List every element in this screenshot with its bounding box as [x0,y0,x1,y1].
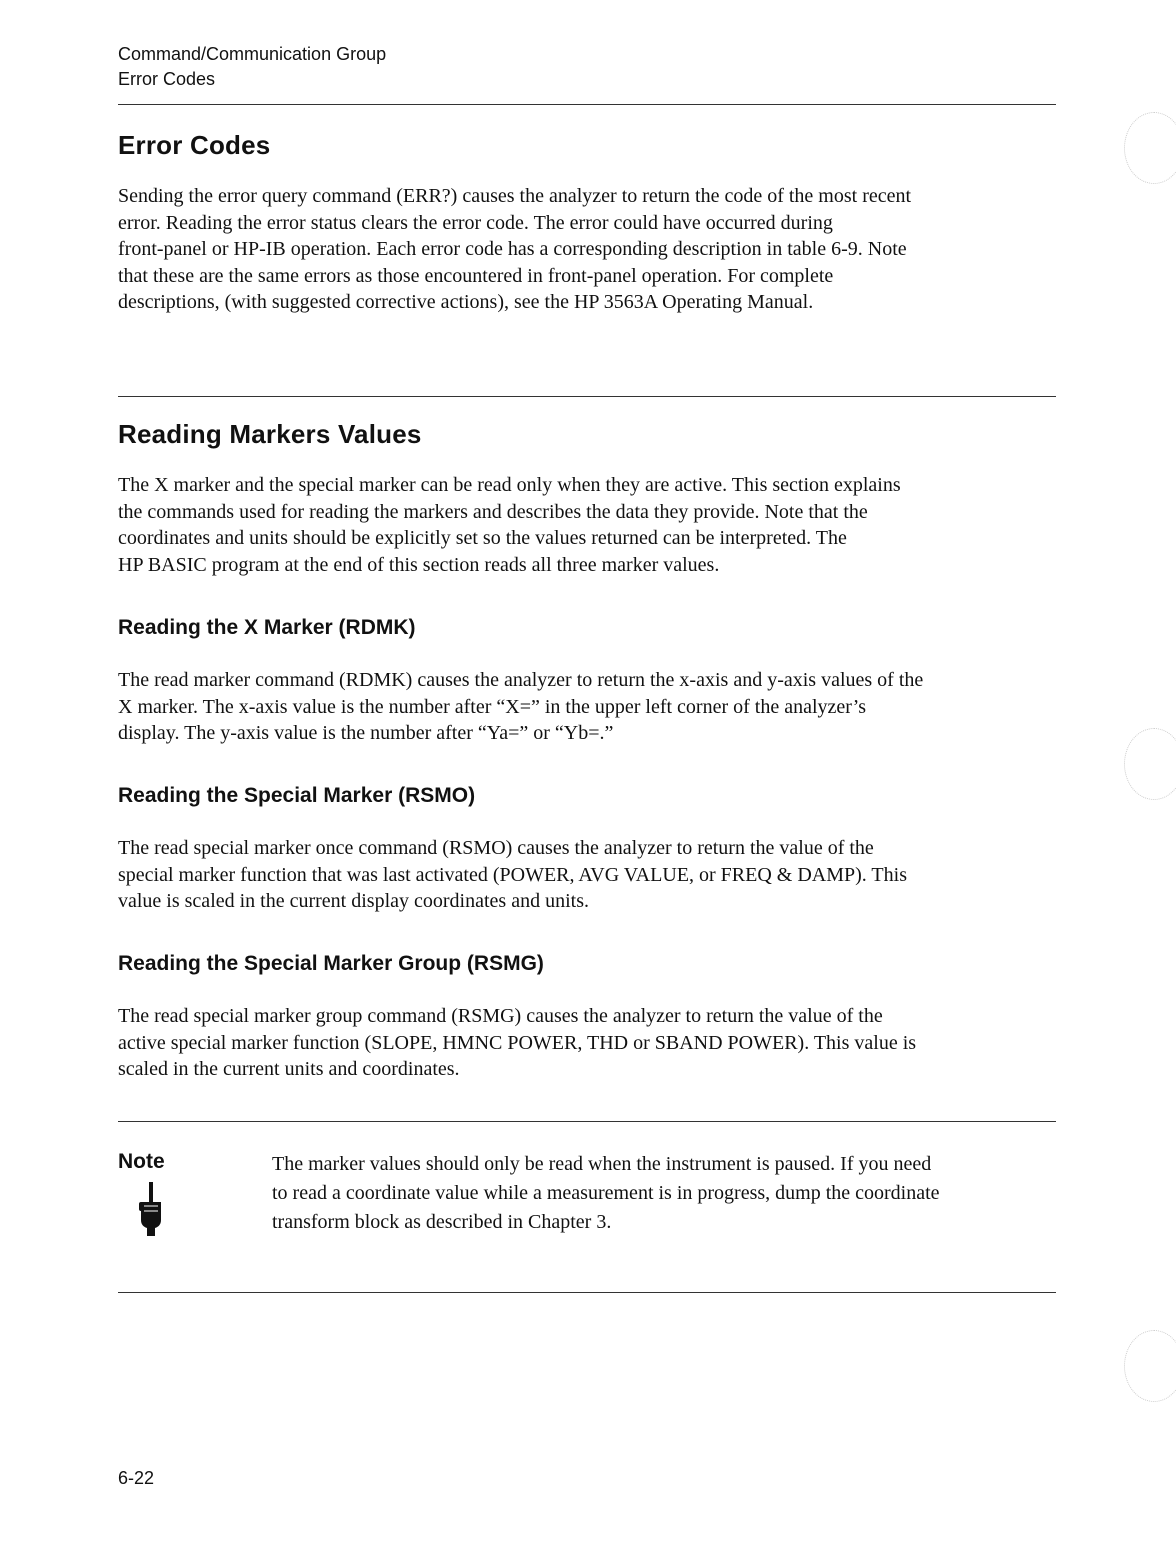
special-marker-heading: Reading the Special Marker (RSMO) [118,784,476,807]
note-top-rule [118,1121,1056,1122]
note-bottom-rule [118,1292,1056,1293]
page-number: 6-22 [118,1468,155,1488]
paragraph-line: coordinates and units should be explicitly set so the values returned can be interpreted. The [118,527,847,549]
note-line: transform block as described in Chapter 3. [272,1211,612,1233]
paragraph-line: error. Reading the error status clears the error code. The error could have occurred during [118,211,833,234]
running-header-group: Command/Communication Group [118,44,387,64]
note-label: Note [118,1150,165,1173]
section-rule [118,396,1056,397]
paragraph-line: scaled in the current units and coordinates. [118,1058,460,1080]
note-line: to read a coordinate value while a measurement is in progress, dump the coordinate [272,1182,940,1204]
paragraph-line: active special marker function (SLOPE, HMNC POWER, THD or SBAND POWER). This value is [118,1031,917,1054]
paragraph-line: The read special marker group command (RSMG) causes the analyzer to return the value of the [118,1005,883,1027]
paragraph-line: that these are the same errors as those encountered in front-panel operation. For complete [118,264,834,287]
special-marker-group-heading: Reading the Special Marker Group (RSMG) [118,952,544,975]
pointing-hand-icon [138,1180,164,1238]
paragraph-line: HP BASIC program at the end of this section reads all three marker values. [118,553,720,576]
note-line: The marker values should only be read when the instrument is paused. If you need [272,1153,932,1175]
special-marker-group-paragraph [118,1003,1056,1083]
punch-hole-mark [1124,1330,1176,1402]
special-marker-paragraph [118,835,1056,915]
note-text [272,1150,1062,1237]
paragraph-line: The X marker and the special marker can be read only when they are active. This section explains [118,474,901,496]
paragraph-line: X marker. The x-axis value is the number after “X=” in the upper left corner of the analyzer’s [118,695,867,718]
header-rule [118,104,1056,105]
paragraph-line: front-panel or HP-IB operation. Each error code has a corresponding description in table 6-9. Note [118,238,907,260]
reading-markers-paragraph [118,472,1056,578]
reading-markers-heading: Reading Markers Values [118,419,422,449]
punch-hole-mark [1124,112,1176,184]
x-marker-heading: Reading the X Marker (RDMK) [118,616,416,639]
paragraph-line: descriptions, (with suggested corrective actions), see the HP 3563A Operating Manual. [118,291,814,313]
x-marker-paragraph [118,667,1056,747]
paragraph-line: the commands used for reading the markers and describes the data they provide. Note that the [118,500,868,523]
error-codes-heading: Error Codes [118,130,271,160]
paragraph-line: value is scaled in the current display coordinates and units. [118,890,589,912]
paragraph-line: The read marker command (RDMK) causes the analyzer to return the x-axis and y-axis values of the [118,669,924,691]
error-codes-paragraph [118,183,1056,316]
paragraph-line: The read special marker once command (RSMO) causes the analyzer to return the value of the [118,837,874,859]
running-header-section: Error Codes [118,69,216,89]
paragraph-line: Sending the error query command (ERR?) causes the analyzer to return the code of the most recent [118,185,912,207]
paragraph-line: display. The y-axis value is the number after “Ya=” or “Yb=.” [118,722,614,744]
paragraph-line: special marker function that was last activated (POWER, AVG VALUE, or FREQ & DAMP). This [118,863,907,886]
punch-hole-mark [1124,728,1176,800]
